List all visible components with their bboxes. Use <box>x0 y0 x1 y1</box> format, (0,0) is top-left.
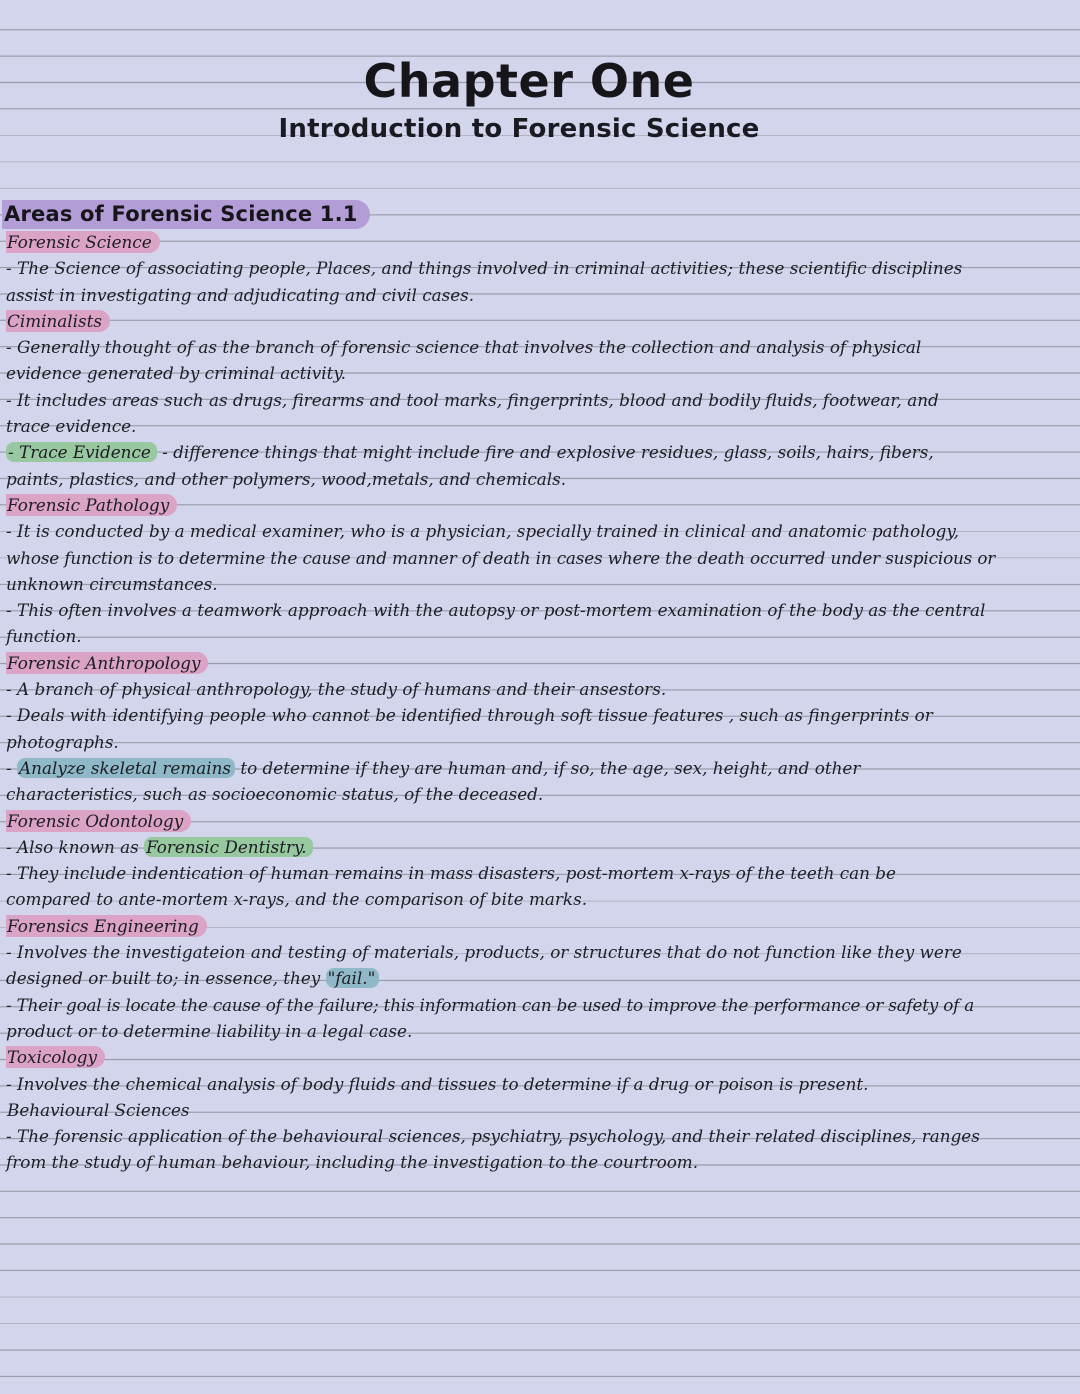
note-line: - Their goal is locate the cause of the failure; this information can be used to improve the performance or safety of a <box>6 994 975 1015</box>
note-text: - Also known as <box>6 836 145 857</box>
topic-heading-forensic-science <box>6 229 1072 255</box>
page-header <box>0 52 1080 144</box>
topic-heading-behavioural <box>6 1097 1072 1123</box>
topic-label: Ciminalists <box>6 310 110 332</box>
note-line: whose function is to determine the cause and manner of death in cases where the death occurred under suspicious or <box>6 547 996 568</box>
note-line: - A branch of physical anthropology, the study of humans and their ansestors. <box>6 679 667 700</box>
note-line: - This often involves a teamwork approach with the autopsy or post-mortem examination of the body as the central <box>6 600 986 621</box>
note-line: - Involves the chemical analysis of body fluids and tissues to determine if a drug or poison is present. <box>6 1073 869 1094</box>
note-line: - They include indentication of human remains in mass disasters, post-mortem x-rays of the teeth can be <box>6 863 896 884</box>
chapter-title: Chapter One <box>363 54 695 108</box>
note-text: designed or built to; in essence, they <box>6 968 326 989</box>
note-line: - The Science of associating people, Places, and things involved in criminal activities; these scientific disciplines <box>6 258 963 279</box>
note-line: - Deals with identifying people who cannot be identified through soft tissue features , such as fingerprints or <box>6 705 933 726</box>
note-line: - The forensic application of the behavioural sciences, psychiatry, psychology, and their related disciplines, ranges <box>6 1126 980 1147</box>
note-text: - difference things that might include fire and explosive residues, glass, soils, hairs, fibers, <box>156 442 934 463</box>
note-line-skeletal <box>6 755 1072 781</box>
note-line: paints, plastics, and other polymers, wood,metals, and chemicals. <box>6 468 567 489</box>
topic-heading-anthropology <box>6 650 1072 676</box>
note-line: - Involves the investigateion and testing of materials, products, or structures that do not function like they were <box>6 942 962 963</box>
note-line: unknown circumstances. <box>6 573 218 594</box>
topic-label: Forensic Pathology <box>6 494 177 516</box>
note-text: to determine if they are human and, if so, the age, sex, height, and other <box>235 757 861 778</box>
note-line-trace-evidence <box>6 439 1072 465</box>
note-line: trace evidence. <box>6 416 137 437</box>
note-line-dentistry <box>6 834 1072 860</box>
note-line-fail <box>6 965 1072 991</box>
note-line: - It includes areas such as drugs, firearms and tool marks, fingerprints, blood and bodily fluids, footwear, and <box>6 389 939 410</box>
note-line: characteristics, such as socioeconomic status, of the deceased. <box>6 784 544 805</box>
topic-heading-engineering <box>6 913 1072 939</box>
note-line: evidence generated by criminal activity. <box>6 363 346 384</box>
topic-heading-criminalists <box>6 308 1072 334</box>
note-line: assist in investigating and adjudicating and civil cases. <box>6 284 475 305</box>
topic-heading-pathology <box>6 492 1072 518</box>
note-line: product or to determine liability in a legal case. <box>6 1020 413 1041</box>
note-line: compared to ante-mortem x-rays, and the comparison of bite marks. <box>6 889 588 910</box>
note-line: function. <box>6 626 82 647</box>
note-line: - Generally thought of as the branch of forensic science that involves the collection and analysis of physical <box>6 337 922 358</box>
topic-label: Forensic Odontology <box>6 810 191 832</box>
note-line: photographs. <box>6 731 119 752</box>
topic-label: Forensics Engineering <box>6 915 207 937</box>
topic-heading-odontology <box>6 808 1072 834</box>
topic-label: Forensic Anthropology <box>6 652 208 674</box>
chapter-subtitle: Introduction to Forensic Science <box>278 114 760 144</box>
forensic-dentistry-highlight: Forensic Dentistry. <box>144 837 313 857</box>
topic-label: Forensic Science <box>6 231 160 253</box>
skeletal-remains-highlight: Analyze skeletal remains <box>17 758 235 778</box>
topic-heading-toxicology <box>6 1044 1072 1070</box>
note-line: from the study of human behaviour, including the investigation to the courtroom. <box>6 1152 699 1173</box>
trace-evidence-highlight: - Trace Evidence <box>6 442 157 462</box>
topic-label: Toxicology <box>6 1046 105 1068</box>
note-text: - <box>6 757 18 778</box>
notes-body <box>6 200 1072 1176</box>
note-line: - It is conducted by a medical examiner, who is a physician, specially trained in clinical and anatomic pathology, <box>6 521 960 542</box>
fail-highlight: "fail." <box>326 968 380 988</box>
section-heading: Areas of Forensic Science 1.1 <box>2 200 370 229</box>
topic-label: Behavioural Sciences <box>7 1099 190 1120</box>
